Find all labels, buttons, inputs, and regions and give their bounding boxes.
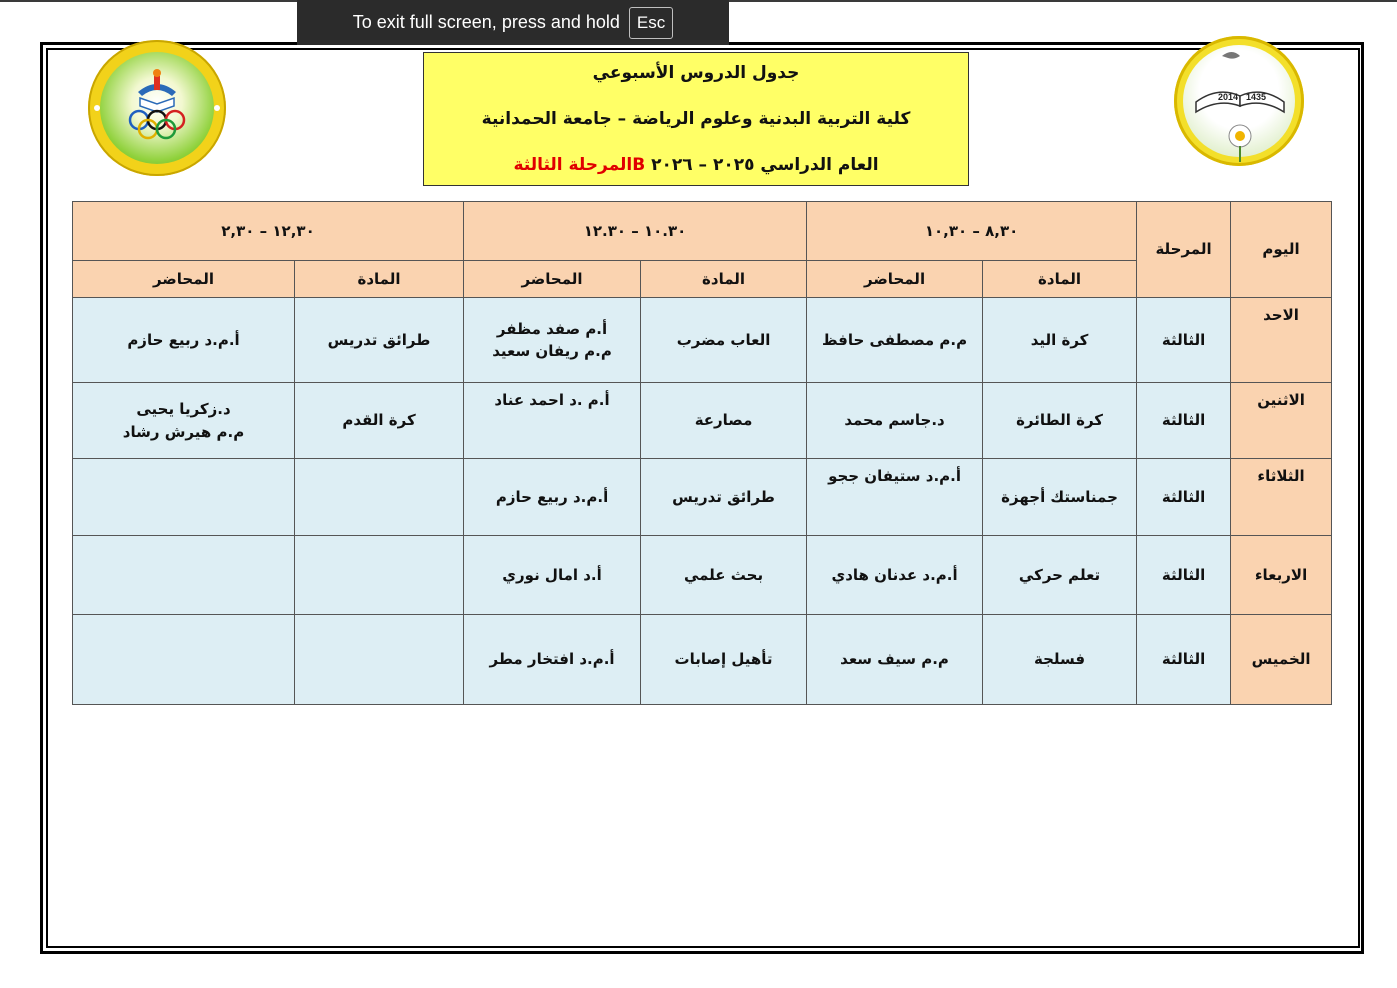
subject-cell: كرة الطائرة <box>983 383 1137 459</box>
stage-cell: الثالثة <box>1137 459 1231 536</box>
header-period-3: ١٢,٣٠ – ٢,٣٠ <box>73 202 464 261</box>
lecturer-cell: أ.م.د ربيع حازم <box>73 298 295 383</box>
header-day: اليوم <box>1231 202 1332 298</box>
empty-cell <box>73 459 295 536</box>
header-stage: المرحلة <box>1137 202 1231 298</box>
lecturer-cell: أ.م.د افتخار مطر <box>464 615 641 705</box>
lecturer-cell: أ.م.د عدنان هادي <box>807 536 983 615</box>
university-logo <box>1174 36 1306 176</box>
subject-cell: جمناستك أجهزة <box>983 459 1137 536</box>
subheader-subject: المادة <box>641 261 807 298</box>
table-row <box>73 383 1332 459</box>
header-period-2: ١٠.٣٠ – ١٢.٣٠ <box>464 202 807 261</box>
fullscreen-exit-notice <box>297 0 729 45</box>
empty-cell <box>73 536 295 615</box>
schedule-title: جدول الدروس الأسبوعي <box>592 63 800 83</box>
day-cell: الاحد <box>1231 298 1332 383</box>
table-row <box>73 459 1332 536</box>
empty-cell <box>73 615 295 705</box>
subheader-subject: المادة <box>295 261 464 298</box>
lecturer-cell <box>73 383 295 459</box>
lecturer-cell: م.م سيف سعد <box>807 615 983 705</box>
academic-year-stage <box>424 155 968 175</box>
lecturer-cell: أ.م .د احمد عناد <box>464 383 641 459</box>
day-cell: الاربعاء <box>1231 536 1332 615</box>
subject-cell: العاب مضرب <box>641 298 807 383</box>
subheader-lecturer: المحاضر <box>464 261 641 298</box>
open-book-daisy-icon <box>1174 36 1306 186</box>
subject-cell: بحث علمي <box>641 536 807 615</box>
lecturer-name: م.م ريفان سعيد <box>492 342 612 360</box>
lecturer-cell: م.م مصطفى حافظ <box>807 298 983 383</box>
college-university-name: كلية التربية البدنية وعلوم الرياضة – جامعة الحمدانية <box>481 109 911 129</box>
subject-cell: تأهيل إصابات <box>641 615 807 705</box>
subheader-lecturer: المحاضر <box>807 261 983 298</box>
table-row <box>73 298 1332 383</box>
lecturer-cell: د.جاسم محمد <box>807 383 983 459</box>
subject-cell: فسلجة <box>983 615 1137 705</box>
lecturer-cell: أ.د امال نوري <box>464 536 641 615</box>
academic-year: العام الدراسي ٢٠٢٥ – ٢٠٢٦ <box>651 155 879 175</box>
lecturer-name: م.م هيرش رشاد <box>122 422 245 441</box>
group-label: B <box>632 155 646 175</box>
stage-label: المرحلة الثالثة <box>513 155 633 175</box>
day-cell: الاثنين <box>1231 383 1332 459</box>
stage-cell: الثالثة <box>1137 383 1231 459</box>
subject-cell: تعلم حركي <box>983 536 1137 615</box>
lecturer-cell: أ.م.د ربيع حازم <box>464 459 641 536</box>
day-cell: الخميس <box>1231 615 1332 705</box>
empty-cell <box>295 536 464 615</box>
svg-text:1435: 1435 <box>1246 92 1267 102</box>
college-logo <box>88 40 226 176</box>
subject-cell: كرة القدم <box>295 383 464 459</box>
esc-key-badge: Esc <box>629 7 673 39</box>
fullscreen-notice-text: To exit full screen, press and hold <box>352 12 620 32</box>
empty-cell <box>295 459 464 536</box>
lecturer-name: د.زكريا يحيى <box>136 400 231 418</box>
lecturer-cell: أ.م.د ستيفان ججو <box>807 459 983 536</box>
schedule-header <box>423 52 969 186</box>
subject-cell: طرائق تدريس <box>641 459 807 536</box>
stage-cell: الثالثة <box>1137 536 1231 615</box>
table-row <box>73 536 1332 615</box>
empty-cell <box>295 615 464 705</box>
subject-cell: طرائق تدريس <box>295 298 464 383</box>
subject-cell: كرة اليد <box>983 298 1137 383</box>
header-period-1: ٨,٣٠ – ١٠,٣٠ <box>807 202 1137 261</box>
lecturer-cell <box>464 298 641 383</box>
day-cell: الثلاثاء <box>1231 459 1332 536</box>
subheader-lecturer: المحاضر <box>73 261 295 298</box>
stage-cell: الثالثة <box>1137 615 1231 705</box>
svg-text:2014: 2014 <box>1218 92 1239 102</box>
weekly-schedule-table <box>72 201 1332 705</box>
stage-cell: الثالثة <box>1137 298 1231 383</box>
table-row <box>73 615 1332 705</box>
subject-cell: مصارعة <box>641 383 807 459</box>
subheader-subject: المادة <box>983 261 1137 298</box>
olympic-rings-icon <box>88 40 226 176</box>
lecturer-name: أ.م صفد مظفر <box>496 319 608 338</box>
